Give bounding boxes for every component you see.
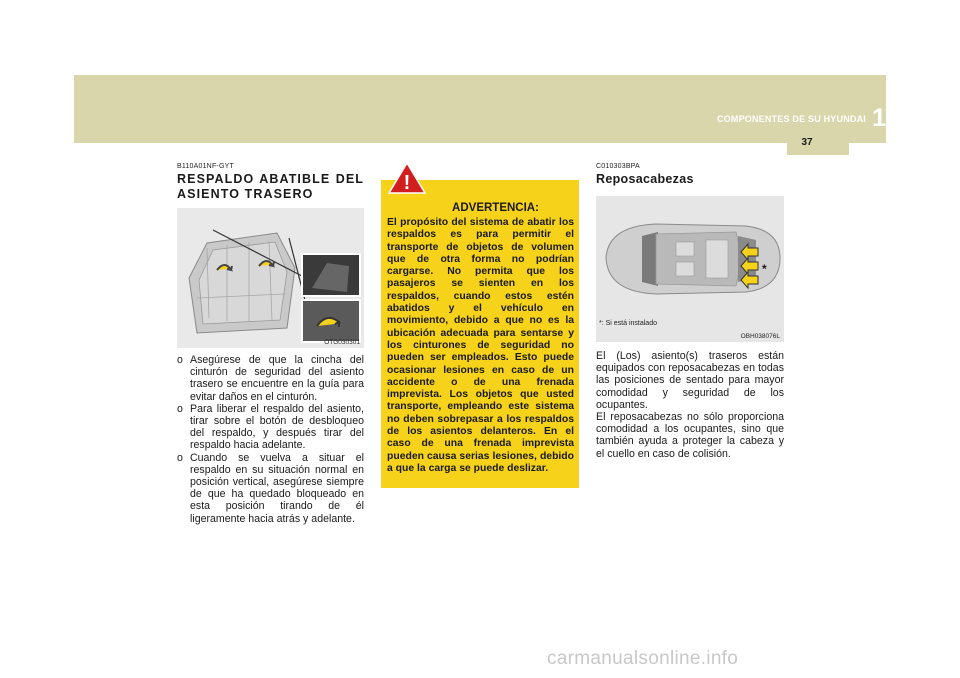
figure-code-right: OBH038076L <box>740 333 780 340</box>
page-number: 37 <box>801 137 813 148</box>
list-item: o Asegúrese de que la cincha del cinturón de seguridad del asiento trasero se encuentre en la guía para evitar daños en el cinturón. <box>177 354 364 403</box>
section-code-right: C010303BPA <box>596 163 640 170</box>
section-title: COMPONENTES DE SU HYUNDAI <box>716 114 866 124</box>
bullet-mark: o <box>177 451 183 464</box>
warning-triangle-icon <box>388 162 426 194</box>
optional-star: * <box>762 262 767 276</box>
warning-box <box>381 180 579 488</box>
list-item: o Para liberar el respaldo del asiento, tirar sobre el botón de desbloqueo del respaldo, y después tirar del respaldo hacia adelante. <box>177 402 364 452</box>
warning-symbol: ! <box>403 172 411 194</box>
bullet-mark: o <box>177 354 183 366</box>
header-band <box>74 75 886 143</box>
paragraph: El (Los) asiento(s) traseros están equipados con reposacabezas en todas las posiciones de sentado para mayor comodidad y seguridad de los ocupantes. <box>596 350 784 411</box>
watermark: carmanualsonline.info <box>547 648 739 669</box>
chapter-number: 1 <box>872 104 886 132</box>
figure-note: *: Si está instalado <box>599 320 657 327</box>
right-column <box>596 163 784 460</box>
headrest-figure <box>596 196 784 342</box>
rear-seat-figure <box>177 208 364 348</box>
list-item: o Cuando se vuelva a situar el respaldo en su situación normal en posición vertical, asegúrese siempre de que ha quedado bloqueado en esta posición tirando de él ligeramente hacia atrás y adelante. <box>177 451 364 525</box>
instruction-list <box>177 354 364 525</box>
rear-seat-illustration <box>177 208 364 348</box>
headrest-description <box>596 350 784 460</box>
warning-title: ADVERTENCIA: <box>452 202 539 214</box>
left-column <box>177 163 364 525</box>
section-code: B110A01NF-GYT <box>177 163 234 170</box>
warning-text: El propósito del sistema de abatir los respaldos es para permitir el transporte de objetos de volumen que de otra forma no podrían cargarse. No permita que los pasajeros se sienten en los respaldos, cuando estos estén abatidos y el vehículo en movimiento, debido a que no es la ubicación adecuada para sentarse y los cinturones de seguridad no pueden ser empleados. Esto puede ocasionar lesiones en caso de un accidente o de una frenada imprevista. Los objetos que usted transporte, empleando este sistema no deben sobrepasar a los respaldos de los asientos delanteros. En el caso de una frenada imprevista pueden causa serias lesiones, debido a que la carga se puede deslizar. <box>387 217 574 474</box>
section-title-right: Reposacabezas <box>596 172 694 186</box>
bullet-mark: o <box>177 402 183 415</box>
section-title-left: RESPALDO ABATIBLE DEL ASIENTO TRASERO <box>177 172 364 201</box>
figure-code-left: OTG030301 <box>324 339 360 346</box>
paragraph: El reposacabezas no sólo proporciona comodidad a los ocupantes, sino que también ayuda a proteger la cabeza y el cuello en caso de colisión. <box>596 411 784 460</box>
